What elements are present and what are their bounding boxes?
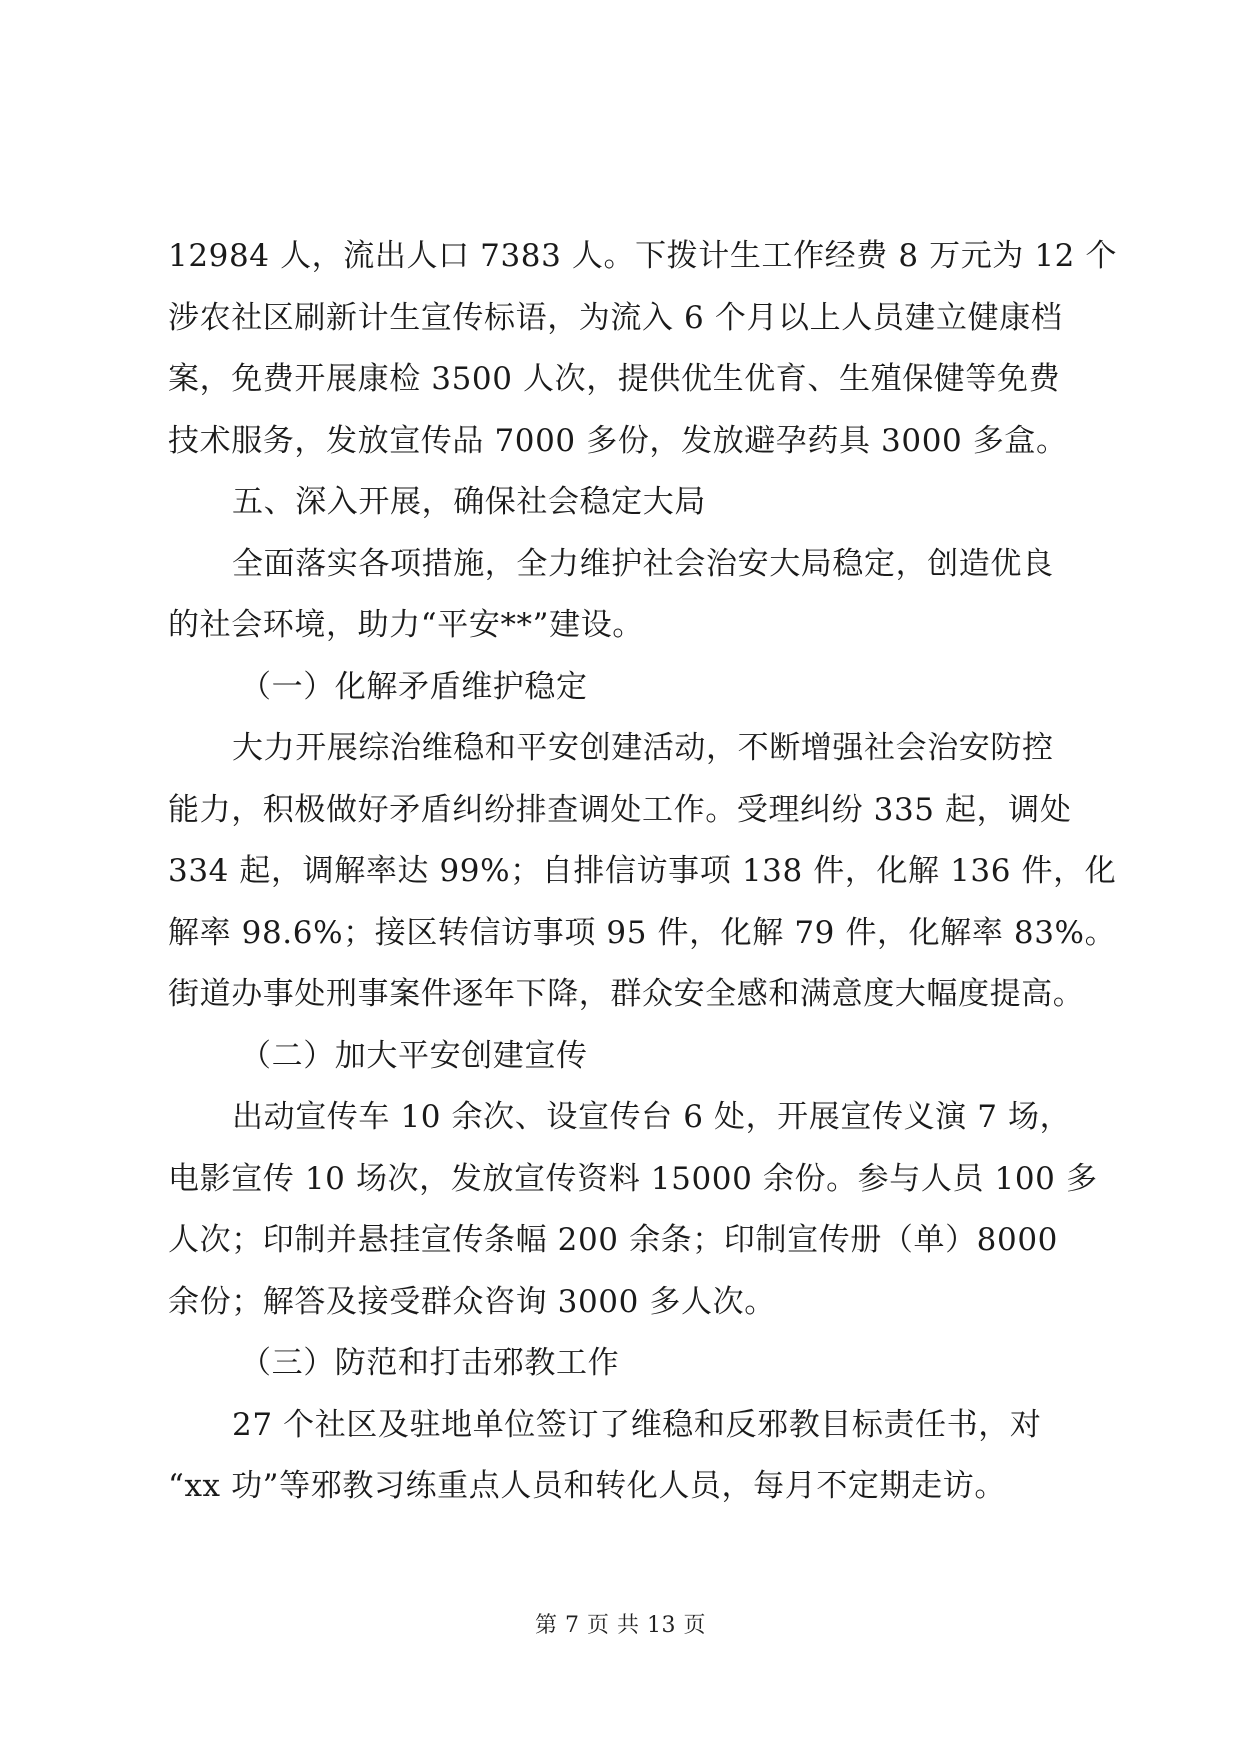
paragraph-line: 余份；解答及接受群众咨询 3000 多人次。	[168, 1283, 776, 1320]
paragraph-line: 能力，积极做好矛盾纠纷排查调处工作。受理纠纷 335 起，调处	[168, 791, 1072, 828]
paragraph-line: 出动宣传车 10 余次、设宣传台 6 处，开展宣传义演 7 场，	[232, 1099, 1072, 1135]
subsection-heading: （三）防范和打击邪教工作	[240, 1345, 620, 1381]
subsection-heading: （一）化解矛盾维护稳定	[240, 668, 588, 705]
paragraph-line: 人次；印制并悬挂宣传条幅 200 余条；印制宣传册（单）8000	[168, 1222, 1058, 1258]
section-heading: 五、深入开展，确保社会稳定大局	[232, 484, 706, 520]
page-number-footer: 第 7 页 共 13 页	[535, 1613, 706, 1638]
paragraph-line: 电影宣传 10 场次，发放宣传资料 15000 余份。参与人员 100 多	[168, 1160, 1098, 1197]
paragraph-line: 技术服务，发放宣传品 7000 多份，发放避孕药具 3000 多盒。	[168, 422, 1068, 459]
paragraph-line: 案，免费开展康检 3500 人次，提供优生优育、生殖保健等免费	[168, 361, 1061, 397]
paragraph-line: 的社会环境，助力“平安**”建设。	[168, 607, 644, 643]
paragraph-line: 街道办事处刑事案件逐年下降，群众安全感和满意度大幅度提高。	[168, 976, 1085, 1012]
paragraph-line: 12984 人，流出人口 7383 人。下拨计生工作经费 8 万元为 12 个	[168, 238, 1118, 274]
subsection-heading: （二）加大平安创建宣传	[240, 1037, 588, 1074]
paragraph-line: 全面落实各项措施，全力维护社会治安大局稳定，创造优良	[232, 545, 1054, 582]
document-body	[168, 226, 1118, 1518]
paragraph-line: 涉农社区刷新计生宣传标语，为流入 6 个月以上人员建立健康档	[168, 299, 1063, 336]
paragraph-line: 大力开展综治维稳和平安创建活动，不断增强社会治安防控	[232, 730, 1054, 766]
paragraph-line: 解率 98.6%；接区转信访事项 95 件，化解 79 件，化解率 83%。	[168, 914, 1117, 951]
paragraph-line: “xx 功”等邪教习练重点人员和转化人员，每月不定期走访。	[168, 1468, 1006, 1504]
paragraph-line: 27 个社区及驻地单位签订了维稳和反邪教目标责任书，对	[232, 1406, 1042, 1443]
paragraph-line: 334 起，调解率达 99%；自排信访事项 138 件，化解 136 件，化	[168, 853, 1117, 889]
